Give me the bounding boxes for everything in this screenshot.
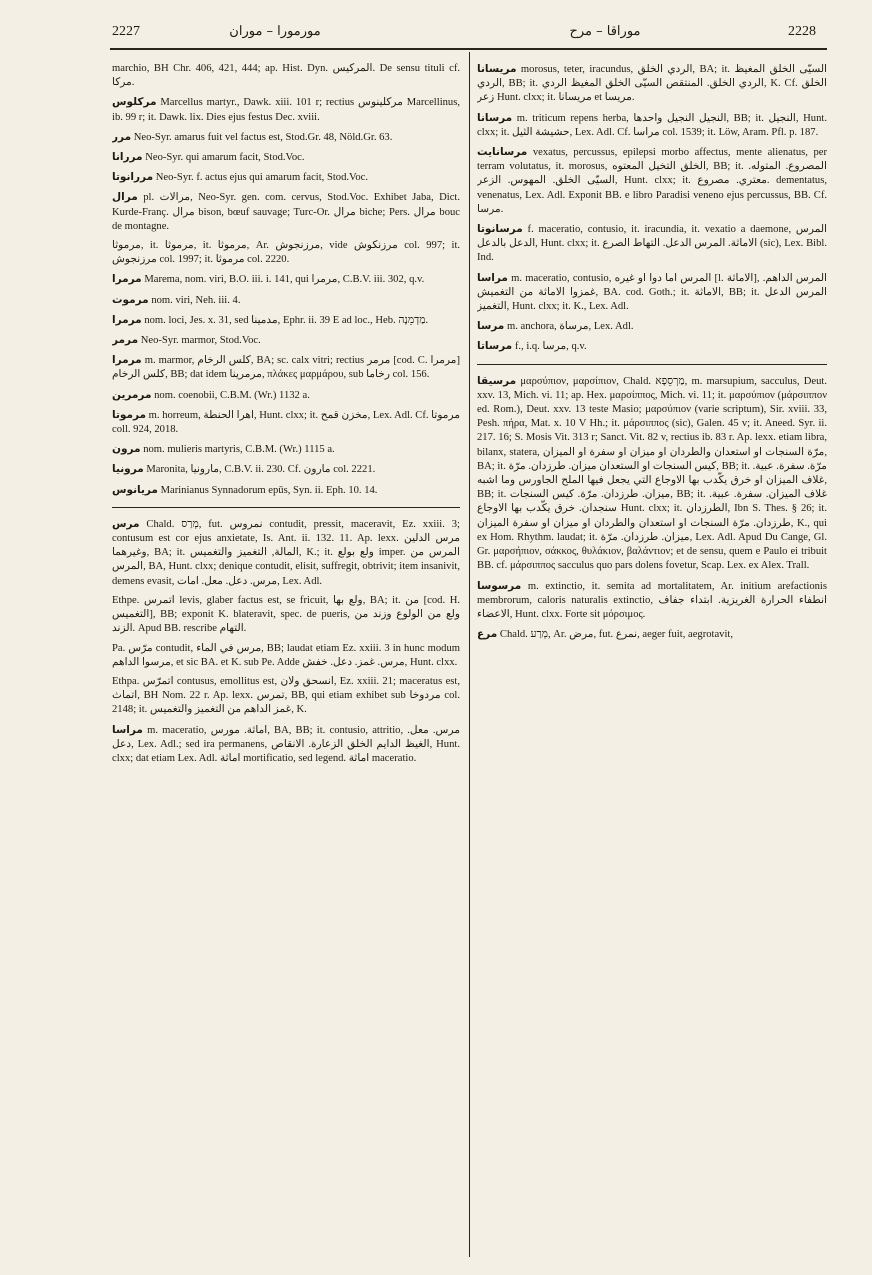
entry-headword: مركلوس (112, 96, 157, 109)
dictionary-entry (112, 442, 460, 457)
right-page-number: 2228 (788, 24, 816, 39)
entry-text: m. triticum repens herba, النجيل النجيل واحدها, BB; it. النجيل, Hunt. clxx; it. حشيشة الثيل, Lex. Adl. Cf. مراسا col. 1539; it. Löw, Aram. Pfl. p. 187. (477, 112, 827, 138)
entry-headword: مرمرين (112, 388, 152, 401)
dictionary-entry (112, 293, 460, 308)
entry-text: marchio, BH Chr. 406, 421, 444; ap. Hist. Dyn. المركيس. De sensu tituli cf. مركا. (112, 63, 460, 89)
entry-headword: مرسوسا (477, 579, 522, 592)
entry-text: Chald. מְרַע, Ar. مرض, fut. نمرع, aeger fuit, aegrotavit, (499, 629, 733, 641)
entry-text: Neo-Syr. f. actus ejus qui amarum facit, Stod.Voc. (155, 172, 368, 184)
dictionary-entry (112, 353, 460, 382)
entry-headword: مراسا (477, 271, 508, 284)
entry-text: Ethpe. اتمرس levis, glaber factus est, se fricuit, ولع بها, BA; it. من [cod. H. التغميس], BB; exponit K. blateravit, spec. de pueris, ولع من الولوع وزند من الزند. Apud BB. rescribe التهام. (112, 594, 460, 635)
dictionary-entry (112, 333, 460, 348)
entry-text: vexatus, percussus, epilepsi morbo affectus, mente alienatus, per terram volutatus, it. morosus, الخلق التخيل المعتوه, BB; it. المصروع. المتوله. السيّى الخلق. المهوس. الزعر, Hunt. clxx; it. معتري. مصروع. dementatus, venenatus, Lex. Adl. Exponit BB. e libro Paradisi veneno ejus percussus, BB. Cf. مرسا. (477, 147, 827, 215)
entry-text: m. marmor, كلس الرخام, BA; sc. calx vitri; rectius مرمر [cod. C. مرمرا] كلس الرخام, BB; dat idem مرمرينا, πλάκες μαρμάρου, sub رخاما col. 156. (112, 355, 460, 381)
entry-headword: مراسا (112, 723, 143, 736)
entry-headword: مرر (112, 130, 132, 143)
section-divider (112, 507, 460, 508)
entry-headword: مرسا (477, 320, 505, 333)
entry-headword: مرسانوتا (477, 223, 523, 236)
dictionary-entry (112, 388, 460, 403)
entry-text: nom. loci, Jes. x. 31, sed مدمينا, Ephr. ii. 39 E ad loc., Heb. מַדְמֵנָה. (144, 314, 429, 326)
entry-headword: مرسانايت (477, 146, 528, 159)
entry-text: Pa. مرّس contudit, مرس في الماء, BB; laudat etiam Ez. xxiii. 3 in hunc modum مرسوا الداهم, et sic BA. et K. sub Pe. Adde مرس. غمز. دعل. خفش, Hunt. clxx. (112, 642, 460, 668)
entry-headword: مرونيا (112, 463, 144, 476)
dictionary-entry (477, 627, 827, 642)
dictionary-entry (112, 239, 460, 267)
dictionary-entry (112, 130, 460, 145)
entry-text: Neo-Syr. marmor, Stod.Voc. (140, 335, 261, 347)
entry-headword: مرال (112, 191, 138, 204)
entry-headword: مريانوس (112, 483, 158, 496)
entry-headword: مرمر (112, 334, 139, 347)
entry-text: Neo-Syr. qui amarum facit, Stod.Voc. (145, 152, 305, 164)
entry-text: Chald. מְרַס, fut. نمروس contudit, pressit, maceravit, Ez. xxiii. 3; contusum est cor ejus anxietate, Is. Ant. ii. 132. 11. Ap. lexx. مرس الدلين وغيرهما, BA; it. المالة, التغميز والتغميس, K.; it. ولع بولع imper. المرس من المرس, BA, Hunt. clxx; denique contudit, elisit, suffregit, obtrivit; item insanivit, demens evasit, مرس. دعل. معل. امات, Lex. Adl. (112, 518, 460, 587)
dictionary-entry (112, 594, 460, 637)
section-divider (477, 364, 827, 365)
entry-text: morosus, teter, iracundus, الردي الخلق, BA; it. السيّى الخلق المغيظ الردي, BB; it. الردي الخلق. المنتقص السيّى الخلق المغيظ الردي, K. Cf. الخلق زعر Hunt. clxx; it. مريسانا et مريسا. (477, 64, 827, 104)
entry-headword: مرس (112, 517, 140, 530)
entry-text: Maronita, مارونيا, C.B.V. ii. 230. Cf. مارون col. 2221. (146, 464, 376, 476)
entry-headword: مرسيقا (477, 374, 517, 387)
entry-headword: مرمرا (112, 354, 142, 367)
entry-headword: مريسانا (477, 63, 517, 75)
dictionary-entry (112, 483, 460, 498)
entry-text: m. maceratio, contusio, المرس اما دوا او غيره [l. الاماثة], المرس الداهم. غمزوا الاماثة من التغميش, BA. cod. Goth.; it. الاماثة, BB; it. المرس الدعل التغميز, Hunt. clxx; it. K., Lex. Adl. (477, 272, 827, 313)
column-separator (469, 52, 470, 1257)
entry-headword: مرساتا (477, 340, 513, 353)
entry-text: m. maceratio, اماثة. مورس, BA, BB; it. contusio, attritio, مرس. معل. دعل, Lex. Adl.; sed ira permanens, الغيظ الدايم الخلق الزعارة. الانقاص, Hunt. clxx; dat etiam Lex. Adl. اماثة mortificatio, sed legend. اماثة maceratio. (112, 724, 460, 764)
dictionary-entry (477, 319, 827, 334)
dictionary-entry (477, 145, 827, 217)
dictionary-entry (112, 190, 460, 234)
entry-text: m. horreum, اهرا الحنطة, Hunt. clxx; it. مخزن قمح, Lex. Adl. Cf. مرموتا coll. 924, 2018. (112, 409, 460, 436)
entry-headword: مرع (477, 628, 498, 641)
right-running-head: موراقا – مرح (569, 24, 641, 39)
entry-text: nom. viri, Neh. iii. 4. (151, 294, 241, 306)
dictionary-entry (112, 313, 460, 328)
entry-headword: مرون (112, 443, 141, 456)
entry-text: f., i.q. مرسا, q.v. (514, 341, 587, 353)
entry-text: Neo-Syr. amarus fuit vel factus est, Stod.Gr. 48, Nöld.Gr. 63. (133, 131, 393, 143)
dictionary-entry (112, 517, 460, 589)
dictionary-entry (112, 462, 460, 477)
dictionary-entry (112, 723, 460, 767)
entry-headword: مررانوتا (112, 171, 154, 184)
left-running-head: مورمورا – موران (229, 24, 321, 39)
dictionary-entry (112, 150, 460, 165)
entry-text: Marinianus Synnadorum epūs, Syn. ii. Eph. 10. 14. (160, 484, 378, 496)
header-rule (110, 48, 827, 50)
entry-headword: مررانا (112, 151, 143, 164)
dictionary-entry (477, 271, 827, 315)
entry-text: pl. مرالات, Neo-Syr. gen. com. cervus, Stod.Voc. Exhibet Jaba, Dict. Kurde-Franç. مرال bison, bœuf sauvage; Turc-Or. مرال biche; Pers. مرال bouc de montagne. (112, 192, 460, 232)
entry-headword: مرموت (112, 293, 149, 306)
entry-headword: مرموتا (112, 408, 147, 421)
entry-text: nom. mulieris martyris, C.B.M. (Wr.) 1115 a. (143, 444, 335, 456)
entry-headword: مرمرا (112, 273, 142, 286)
left-column (112, 62, 460, 1257)
entry-text: مرموثا, it. مرموثا, it. مرموثا, Ar. مرزنجوش, vide مرزنكوش col. 997; it. مرزنجوش col. 1997; it. مرموثا col. 2220. (112, 240, 460, 266)
dictionary-entry (112, 675, 460, 718)
entry-text: f. maceratio, contusio, it. iracundia, it. vexatio a daemone, المرس الدعل بالدعل, Hunt. clxx; it. الاماثة. المرس الدعل. التهاط الصرع (sic), Lex. Bibl. Ind. (477, 224, 827, 264)
right-column (477, 62, 827, 1257)
entry-text: nom. coenobii, C.B.M. (Wr.) 1132 a. (154, 389, 310, 401)
entry-text: Ethpa. اتمرّس contusus, emollitus est, انسحق ولان, Ez. xxiii. 21; maceratus est, اتماث, BH Nom. 22 r. Ap. lexx. تمرس, BB, qui etiam exhibet sub مردوخا col. 2148; it. غمز الداهم من التغميز والتغميس, K. (112, 675, 460, 716)
dictionary-entry (477, 374, 827, 574)
dictionary-entry (477, 579, 827, 623)
dictionary-entry (477, 339, 827, 354)
dictionary-entry (112, 408, 460, 437)
dictionary-entry (112, 272, 460, 287)
entry-text: Marema, nom. viri, B.O. iii. i. 141, qui مرمرا, C.B.V. iii. 302, q.v. (144, 274, 425, 286)
entry-text: Marcellus martyr., Dawk. xiii. 101 r; rectius مركلينوس Marcellinus, ib. 99 r; it. Dawk. lix. Dies ejus festus Dec. xviii. (112, 97, 460, 123)
dictionary-entry (112, 170, 460, 185)
dictionary-entry (112, 642, 460, 670)
entry-headword: مرمرا (112, 313, 142, 326)
dictionary-entry (477, 62, 827, 106)
entry-text: m. extinctio, it. semita ad mortalitatem, Ar. initium arefactionis membrorum, caloris naturalis extinctio, انطفاء الحرارة الغريزية. ابتداء جفاف الاعضاء, Hunt. clxx. Forte sit μόρσιμος. (477, 580, 827, 620)
dictionary-entry (477, 222, 827, 266)
dictionary-entry (112, 62, 460, 90)
dictionary-entry (477, 111, 827, 140)
entry-text: μαρσύπιον, μαρσίπιον, Chald. מַרְסֵפָא, m. marsupium, sacculus, Deut. xxv. 13, Mich. vi. 11; ap. Hex. μαρσίππος, Mich. vi. 11; it. μαρσύπιον (μάρσιππον ed. Rom.), Deut. xxv. 13 teste Masio; μαρσύπιον (varie scriptum), Sir. xviii. 33, Pesh. πήρα, Mat. x. 10 V Hh.; it. μάρσιππος (sic), Galen. 45 v; it. Aneed. Syr. ii. 217. 16; S. Mosis Vit. 313 r; Sanct. Vit. 82 v, rectius ib. 83 r. Ap. lexx. etiam libra, bilanx, statera, مرّة السنجات او استعدان والطردان او ميزان او سفرة او الميزان, BA; it. كيس السنجات او الستعدان ميزان. طرزدان. مرّة, BB; it. مرّة. سفرة. عبية. غلاف الميزان او خرق يكّدب بها الاوجاع التي يجعل فيها الملح الجاورس وما اشبه, BB; it. ميزان. طرزدان. مرّة. كيس السنجات, BB; it. غلاف الميزان. سفرة. عبية. سنجدان. خرق يكّدب بها الاوجاع Hunt. clxx; it. الطرزدان, Ibn S. Thes. § 26; it. طرزدان. مرّة السنجات او استعدان والطردان او ميزان او سفرة الميزان, K., qui ex Hom. Rhythm. laudat; it. ميزان. طرزدان. مرّة, Lex. Adl. Apud Du Cange, Gl. Gr. μαρσήπιον, σάκκος, θυλάκιον, βαλάντιον; et de sensu, quem e Paulo ei tribuit BB. cf. μάρσιππος sacculus quo pars dolens fovetur, Scap. Lex. ex Alex. Trall. (477, 375, 827, 572)
entry-text: m. anchora, مرساة, Lex. Adl. (506, 321, 634, 333)
dictionary-entry (112, 95, 460, 124)
entry-headword: مرسانا (477, 111, 513, 124)
left-page-number: 2227 (112, 24, 140, 39)
